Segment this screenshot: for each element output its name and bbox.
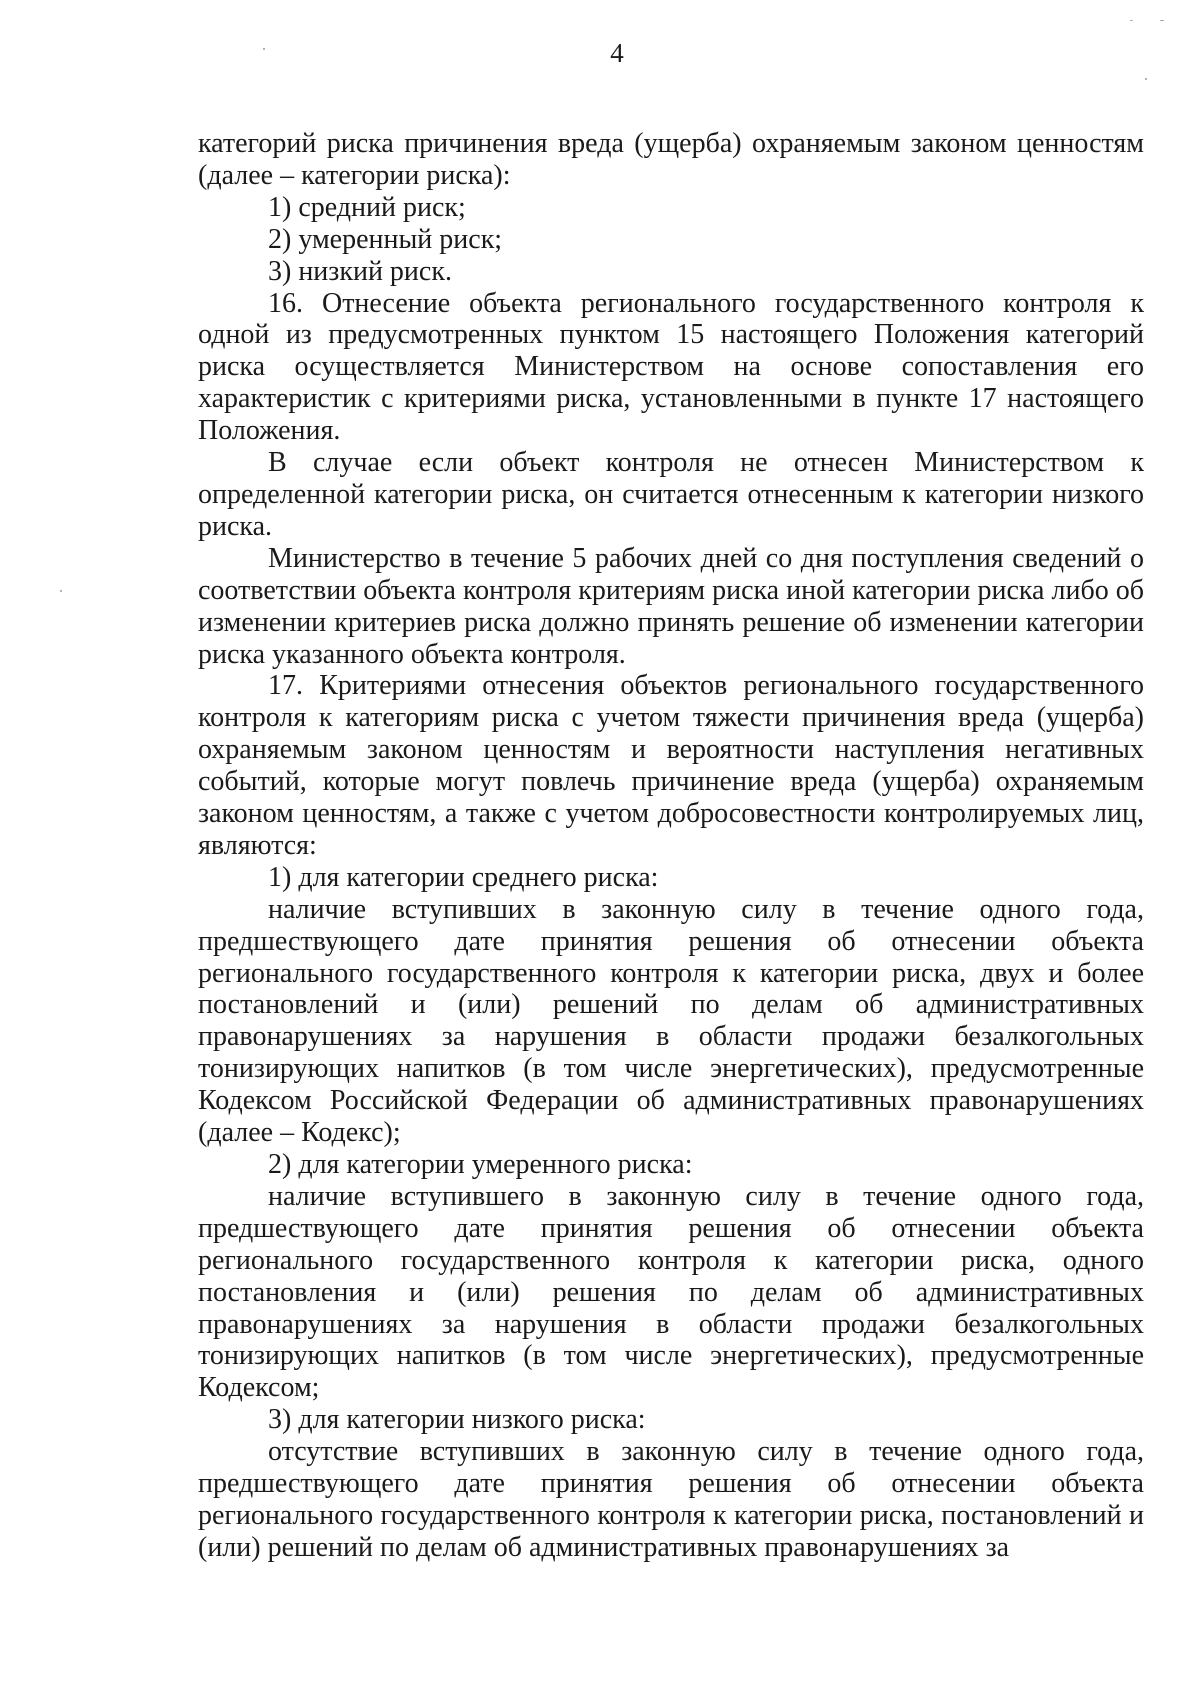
paragraph-default-category: В случае если объект контроля не отнесен Министерством к определенной категории риска, он считается отнесенным к категории низкого риска.: [198, 447, 1144, 542]
list-item-low-risk: 3) низкий риск.: [268, 255, 452, 287]
paragraph-ministry-decision: Министерство в течение 5 рабочих дней со дня поступления сведений о соответствии объекта контроля критериям риска иной категории риска либо об изменении критериев риска должно принять решение об изменении категории риска указанного объекта контроля.: [198, 542, 1144, 670]
document-body: [198, 128, 1144, 1564]
paragraph-clause-17: 17. Критериями отнесения объектов регионального государственного контроля к категориям риска с учетом тяжести причинения вреда (ущерба) охраняемым законом ценностям и вероятности наступления негативных событий, которые могут повлечь причинение вреда (ущерба) охраняемым законом ценностям, а также с учетом добросовестности контролируемых лиц, являются:: [198, 670, 1144, 861]
page-number: 4: [610, 38, 624, 68]
paragraph-categories-intro: категорий риска причинения вреда (ущерба) охраняемым законом ценностям (далее – категории риска):: [198, 128, 1144, 191]
list-item-criteria-low: 3) для категории низкого риска:: [268, 1404, 646, 1436]
paragraph-criteria-moderate-text: наличие вступившего в законную силу в течение одного года, предшествующего дате принятия решения об отнесении объекта регионального государственного контроля к категории риска, одного постановления и (или) решения по делам об административных правонарушениях за нарушения в области продажи безалкогольных тонизирующих напитков (в том числе энергетических), предусмотренные Кодексом;: [198, 1180, 1144, 1404]
list-item-medium-risk: 1) средний риск;: [268, 191, 466, 223]
scan-speck: [60, 590, 62, 592]
list-item-criteria-moderate: 2) для категории умеренного риска:: [268, 1149, 693, 1180]
list-item-moderate-risk: 2) умеренный риск;: [268, 223, 503, 255]
scan-speck: [1160, 20, 1164, 21]
list-item-criteria-medium: 1) для категории среднего риска:: [268, 861, 659, 893]
paragraph-clause-16: 16. Отнесение объекта регионального государственного контроля к одной из предусмотренных пунктом 15 настоящего Положения категорий риска осуществляется Министерством на основе сопоставления его характеристик с критериями риска, установленными в пункте 17 настоящего Положения.: [198, 287, 1144, 447]
paragraph-criteria-medium-text: наличие вступивших в законную силу в течение одного года, предшествующего дате принятия решения об отнесении объекта регионального государственного контроля к категории риска, двух и более постановлений и (или) решений по делам об административных правонарушениях за нарушения в области продажи безалкогольных тонизирующих напитков (в том числе энергетических), предусмотренные Кодексом Российской Федерации об административных правонарушениях (далее – Кодекс);: [198, 893, 1144, 1149]
scan-speck: [1145, 78, 1147, 80]
scan-speck: [1130, 20, 1133, 21]
paragraph-criteria-low-text: отсутствие вступивших в законную силу в течение одного года, предшествующего дате принятия решения об отнесении объекта регионального государственного контроля к категории риска, постановлений и (или) решений по делам об административных правонарушениях за: [198, 1436, 1144, 1563]
